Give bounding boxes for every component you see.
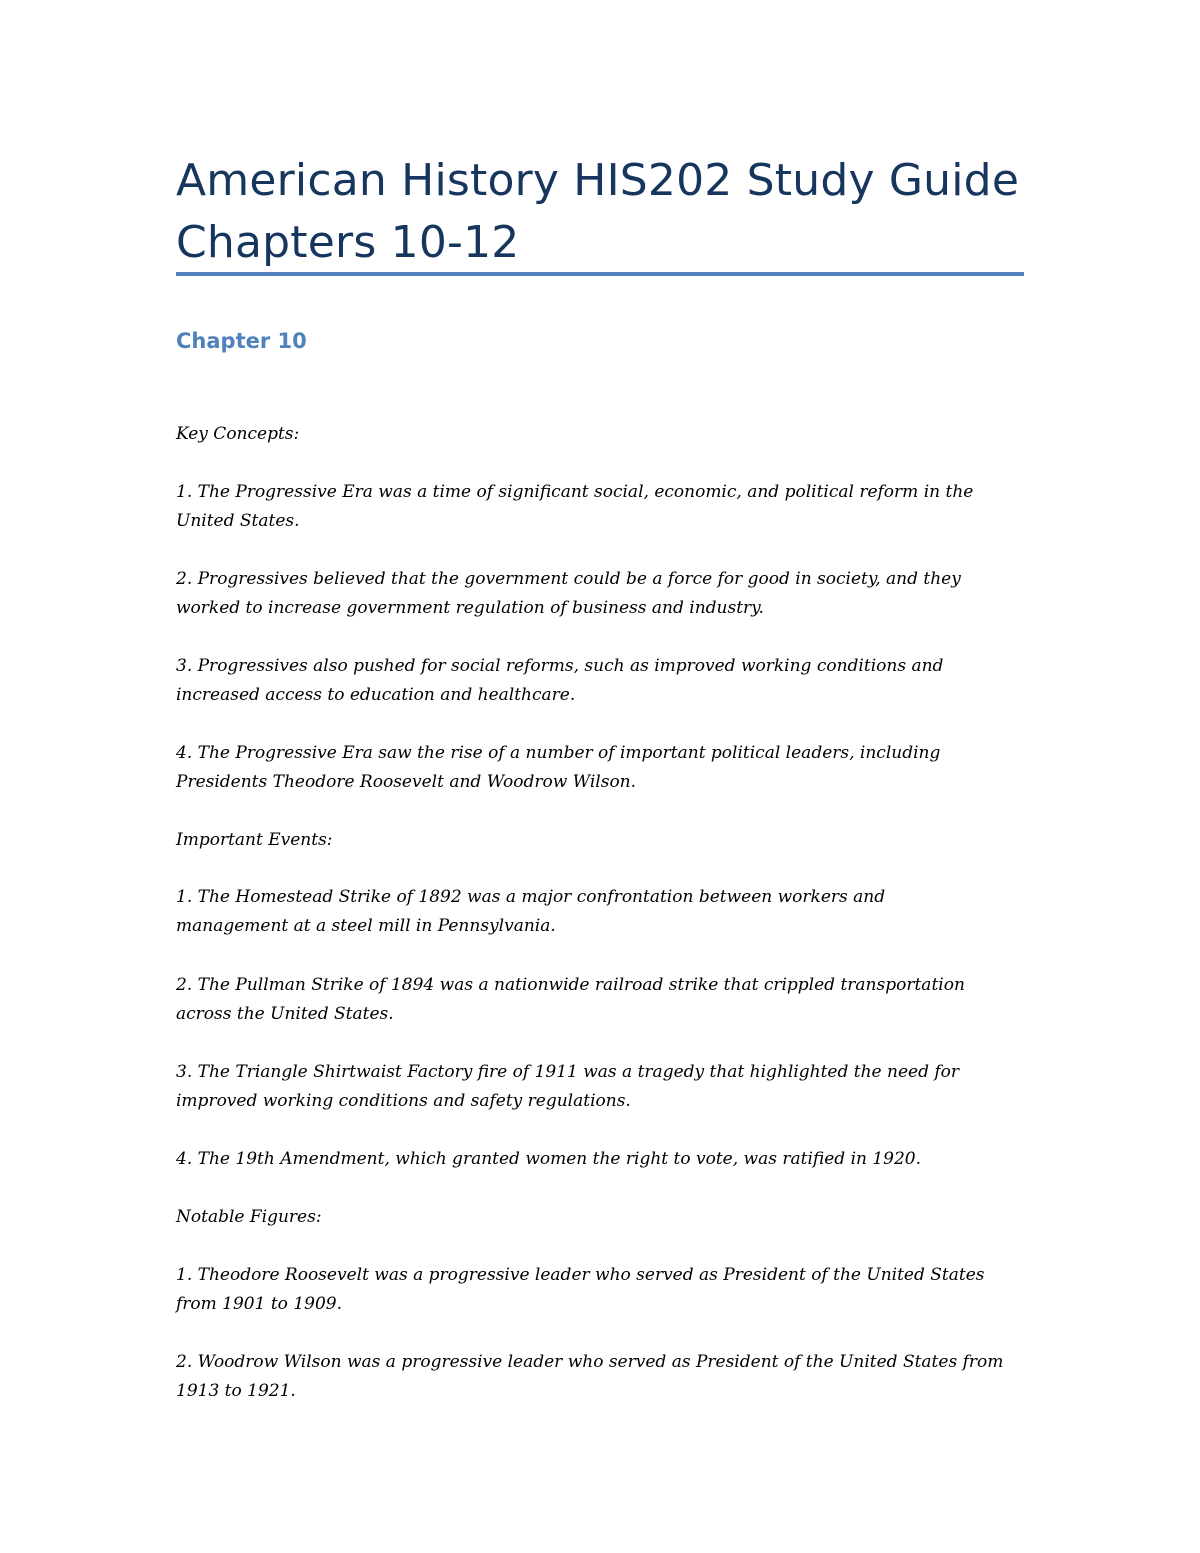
- key-concept-item-4: [176, 739, 1026, 797]
- title-line-2: Chapters 10-12: [176, 217, 520, 268]
- figure-2-line-2: 1913 to 1921.: [176, 1381, 296, 1401]
- key-concept-1-line-1: 1. The Progressive Era was a time of significant social, economic, and political reform in the: [176, 482, 974, 502]
- figure-item-1: [176, 1261, 1026, 1319]
- figure-2-line-1: 2. Woodrow Wilson was a progressive leader who served as President of the United States from: [176, 1352, 1004, 1372]
- event-3-line-1: 3. The Triangle Shirtwaist Factory fire of 1911 was a tragedy that highlighted the need for: [176, 1062, 960, 1082]
- key-concept-2-line-2: worked to increase government regulation of business and industry.: [176, 598, 764, 618]
- figure-item-2: [176, 1348, 1026, 1406]
- key-concept-2-line-1: 2. Progressives believed that the government could be a force for good in society, and they: [176, 569, 961, 589]
- document-title: [176, 150, 1024, 274]
- event-1-line-1: 1. The Homestead Strike of 1892 was a major confrontation between workers and: [176, 887, 886, 907]
- event-item-1: [176, 883, 1026, 941]
- important-events-label: Important Events:: [176, 830, 333, 850]
- figure-1-line-1: 1. Theodore Roosevelt was a progressive leader who served as President of the United States: [176, 1265, 985, 1285]
- key-concept-item-1: [176, 478, 1026, 536]
- key-concept-item-3: [176, 652, 1026, 710]
- event-item-4: [176, 1145, 1026, 1174]
- key-concept-item-2: [176, 565, 1026, 623]
- event-2-line-1: 2. The Pullman Strike of 1894 was a nationwide railroad strike that crippled transportation: [176, 975, 965, 995]
- key-concept-4-line-2: Presidents Theodore Roosevelt and Woodrow Wilson.: [176, 772, 637, 792]
- key-concept-3-line-2: increased access to education and healthcare.: [176, 685, 576, 705]
- chapter-heading: Chapter 10: [176, 329, 307, 353]
- key-concept-4-line-1: 4. The Progressive Era saw the rise of a number of important political leaders, including: [176, 743, 941, 763]
- event-1-line-2: management at a steel mill in Pennsylvania.: [176, 916, 556, 936]
- event-4-line-1: 4. The 19th Amendment, which granted women the right to vote, was ratified in 1920.: [176, 1149, 922, 1169]
- event-item-2: [176, 971, 1026, 1029]
- key-concept-3-line-1: 3. Progressives also pushed for social reforms, such as improved working conditions and: [176, 656, 944, 676]
- event-2-line-2: across the United States.: [176, 1004, 394, 1024]
- title-line-1: American History HIS202 Study Guide: [176, 155, 1020, 206]
- key-concept-1-line-2: United States.: [176, 511, 300, 531]
- figure-1-line-2: from 1901 to 1909.: [176, 1294, 342, 1314]
- event-item-3: [176, 1058, 1026, 1116]
- title-underline-rule: [176, 272, 1024, 276]
- notable-figures-label: Notable Figures:: [176, 1207, 322, 1227]
- key-concepts-label: Key Concepts:: [176, 424, 300, 444]
- event-3-line-2: improved working conditions and safety regulations.: [176, 1091, 631, 1111]
